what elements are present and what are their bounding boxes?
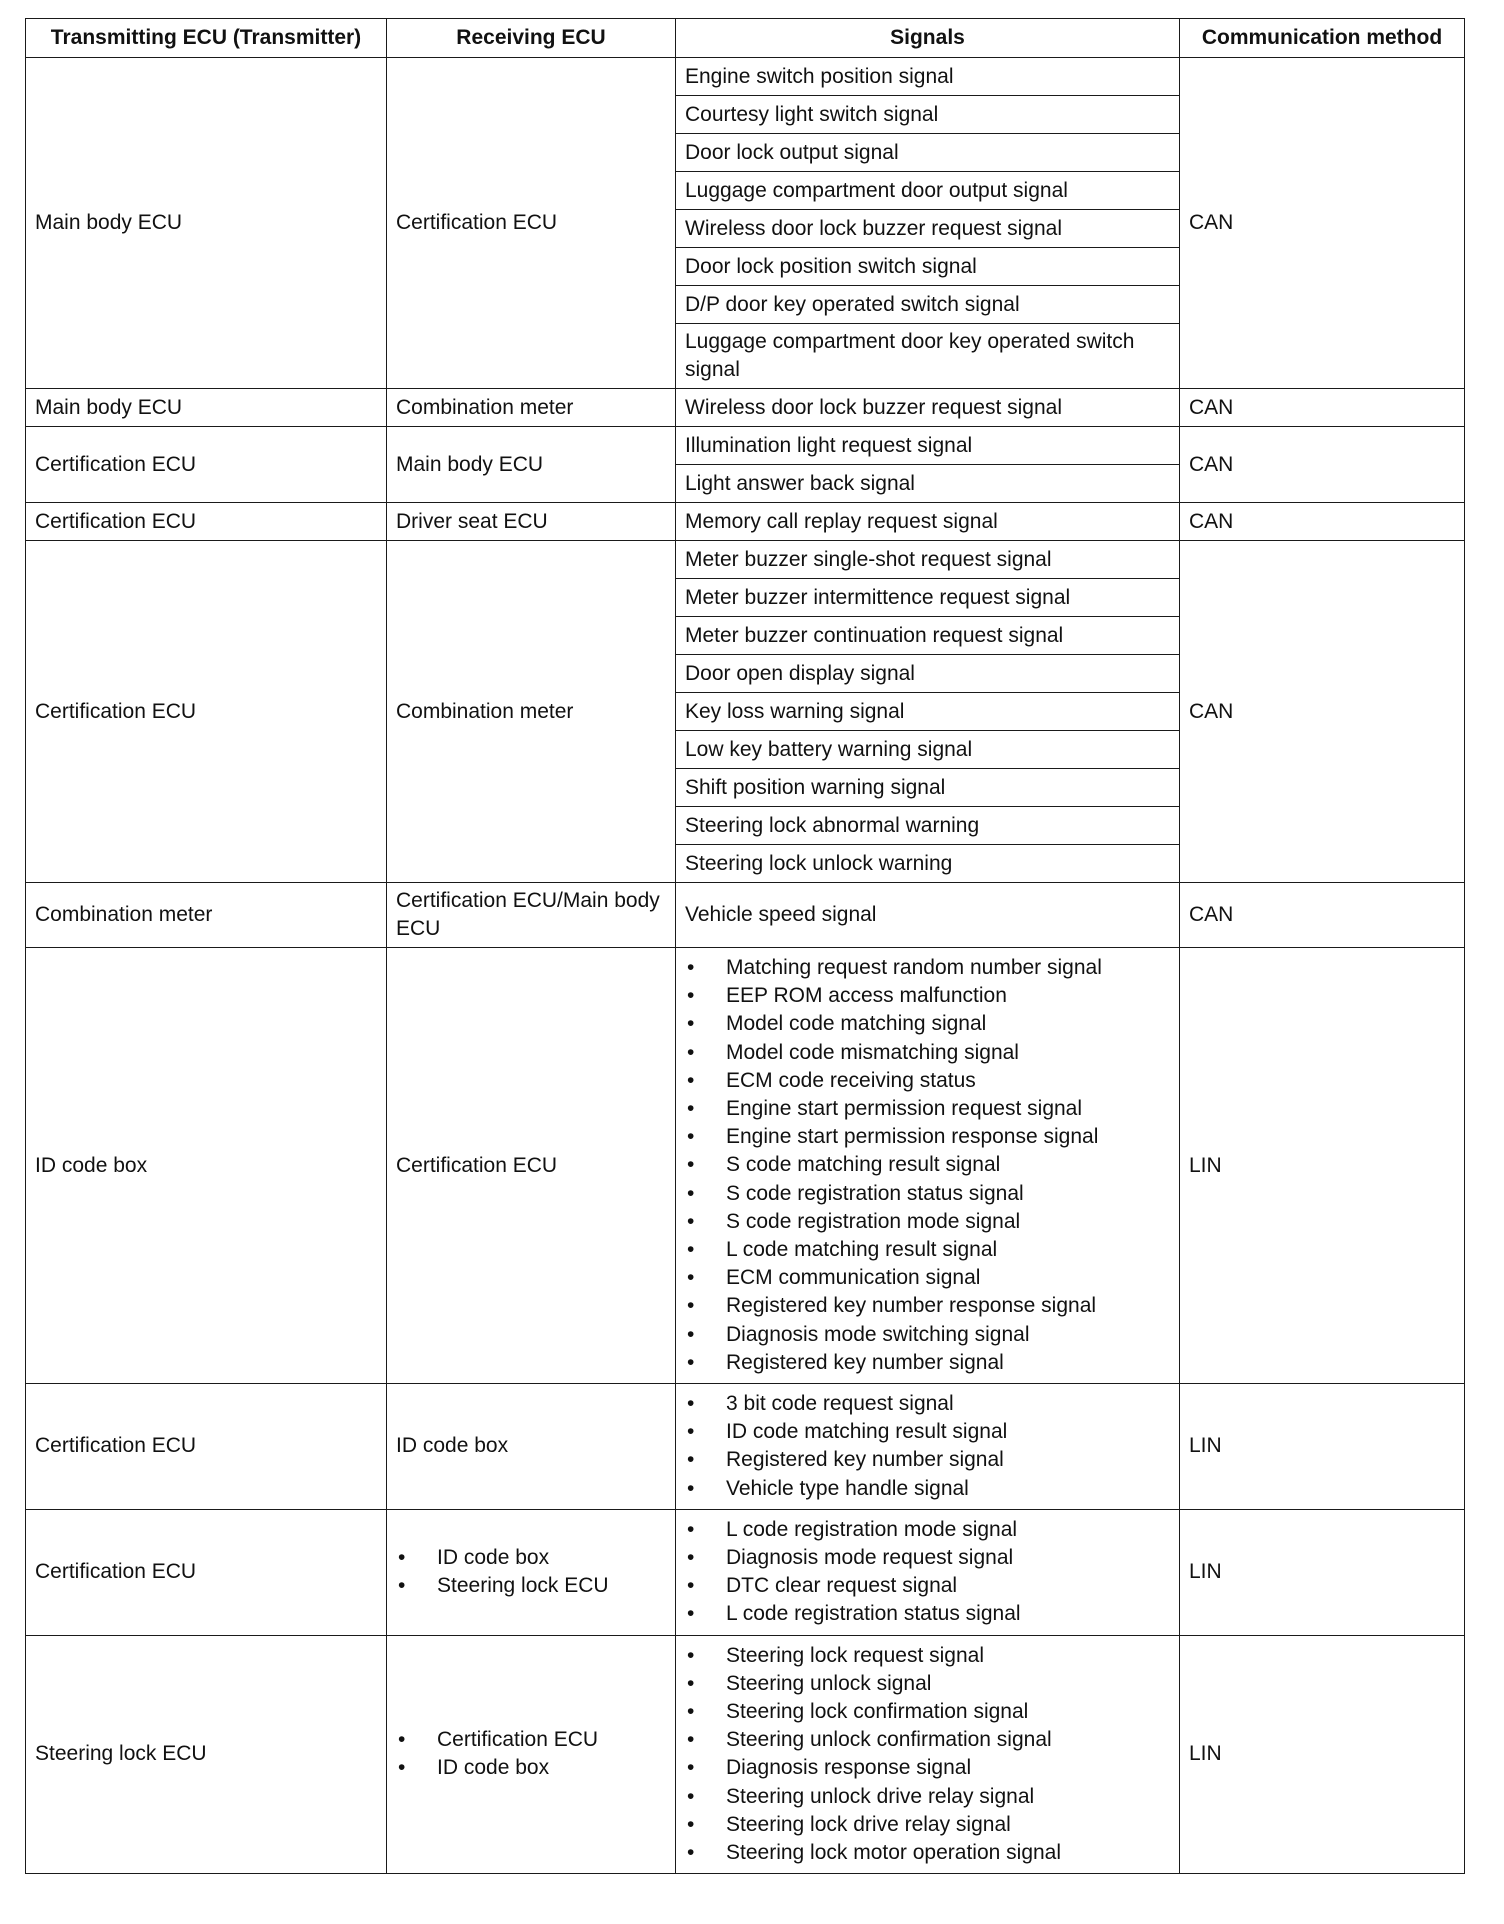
signal-list-cell: [676, 1509, 1180, 1635]
list-item: • Registered key number response signal: [685, 1292, 1170, 1320]
list-item: • ID code box: [396, 1754, 666, 1782]
signal-cell: Meter buzzer intermittence request signal: [676, 579, 1180, 617]
signal-list-cell: [676, 948, 1180, 1384]
list-item: • Steering lock drive relay signal: [685, 1811, 1170, 1839]
signal-cell: Vehicle speed signal: [676, 883, 1180, 948]
method-cell: CAN: [1180, 883, 1465, 948]
list-item: • Engine start permission response signal: [685, 1123, 1170, 1151]
receiver-list: [396, 1538, 666, 1606]
transmitter-cell: Certification ECU: [26, 503, 387, 541]
receiver-cell: ID code box: [387, 1384, 676, 1510]
table-row: [26, 948, 1465, 1384]
header-method: Communication method: [1180, 19, 1465, 58]
signal-cell: Meter buzzer continuation request signal: [676, 617, 1180, 655]
list-item: • 3 bit code request signal: [685, 1390, 1170, 1418]
list-item: • Steering lock confirmation signal: [685, 1698, 1170, 1726]
receiver-cell: Combination meter: [387, 389, 676, 427]
list-item: • Steering unlock drive relay signal: [685, 1783, 1170, 1811]
signal-list-cell: [676, 1635, 1180, 1874]
list-item: • L code matching result signal: [685, 1236, 1170, 1264]
list-item: • Registered key number signal: [685, 1446, 1170, 1474]
table-row: [26, 1635, 1465, 1874]
list-item: • Steering unlock signal: [685, 1670, 1170, 1698]
transmitter-cell: Steering lock ECU: [26, 1635, 387, 1874]
signal-list: [685, 948, 1170, 1383]
signal-cell: Steering lock abnormal warning: [676, 807, 1180, 845]
list-item: • L code registration mode signal: [685, 1516, 1170, 1544]
receiver-cell: Certification ECU/Main body ECU: [387, 883, 676, 948]
list-item: • Model code mismatching signal: [685, 1039, 1170, 1067]
list-item: • DTC clear request signal: [685, 1572, 1170, 1600]
list-item: • Vehicle type handle signal: [685, 1475, 1170, 1503]
receiver-list-cell: [387, 1635, 676, 1874]
signal-list: [685, 1636, 1170, 1874]
method-cell: CAN: [1180, 389, 1465, 427]
transmitter-cell: Combination meter: [26, 883, 387, 948]
method-cell: CAN: [1180, 541, 1465, 883]
list-item: • EEP ROM access malfunction: [685, 982, 1170, 1010]
transmitter-cell: Main body ECU: [26, 389, 387, 427]
signal-cell: Meter buzzer single-shot request signal: [676, 541, 1180, 579]
method-cell: CAN: [1180, 58, 1465, 389]
receiver-list: [396, 1720, 666, 1788]
table-row: [26, 883, 1465, 948]
method-cell: CAN: [1180, 503, 1465, 541]
signal-cell: Steering lock unlock warning: [676, 845, 1180, 883]
signal-cell: Door lock output signal: [676, 134, 1180, 172]
signal-cell: Door lock position switch signal: [676, 248, 1180, 286]
table-row: [26, 1384, 1465, 1510]
header-row: [26, 19, 1465, 58]
list-item: • ECM communication signal: [685, 1264, 1170, 1292]
list-item: • Steering lock ECU: [396, 1572, 666, 1600]
transmitter-cell: Certification ECU: [26, 541, 387, 883]
transmitter-cell: Certification ECU: [26, 427, 387, 503]
signal-cell: Low key battery warning signal: [676, 731, 1180, 769]
receiver-cell: Combination meter: [387, 541, 676, 883]
method-cell: CAN: [1180, 427, 1465, 503]
list-item: • S code registration mode signal: [685, 1208, 1170, 1236]
table-row: [26, 58, 1465, 96]
table-row: [26, 541, 1465, 579]
ecu-communication-table: [25, 18, 1465, 1874]
list-item: • Diagnosis mode switching signal: [685, 1321, 1170, 1349]
transmitter-cell: Certification ECU: [26, 1384, 387, 1510]
list-item: • Certification ECU: [396, 1726, 666, 1754]
list-item: • L code registration status signal: [685, 1600, 1170, 1628]
list-item: • Matching request random number signal: [685, 954, 1170, 982]
signal-cell: Door open display signal: [676, 655, 1180, 693]
list-item: • ECM code receiving status: [685, 1067, 1170, 1095]
list-item: • ID code box: [396, 1544, 666, 1572]
receiver-list-cell: [387, 1509, 676, 1635]
signal-list-cell: [676, 1384, 1180, 1510]
table-row: [26, 1509, 1465, 1635]
list-item: • S code registration status signal: [685, 1180, 1170, 1208]
list-item: • Diagnosis response signal: [685, 1754, 1170, 1782]
method-cell: LIN: [1180, 1635, 1465, 1874]
receiver-cell: Main body ECU: [387, 427, 676, 503]
signal-cell: Shift position warning signal: [676, 769, 1180, 807]
list-item: • ID code matching result signal: [685, 1418, 1170, 1446]
signal-cell: Luggage compartment door key operated switch signal: [676, 324, 1180, 389]
list-item: • Diagnosis mode request signal: [685, 1544, 1170, 1572]
signal-cell: Luggage compartment door output signal: [676, 172, 1180, 210]
receiver-cell: Certification ECU: [387, 58, 676, 389]
header-signals: Signals: [676, 19, 1180, 58]
receiver-cell: Certification ECU: [387, 948, 676, 1384]
header-transmitter: Transmitting ECU (Transmitter): [26, 19, 387, 58]
method-cell: LIN: [1180, 1509, 1465, 1635]
transmitter-cell: ID code box: [26, 948, 387, 1384]
method-cell: LIN: [1180, 948, 1465, 1384]
signal-cell: Key loss warning signal: [676, 693, 1180, 731]
list-item: • Steering lock request signal: [685, 1642, 1170, 1670]
method-cell: LIN: [1180, 1384, 1465, 1510]
table-row: [26, 389, 1465, 427]
table-row: [26, 427, 1465, 465]
signal-list: [685, 1384, 1170, 1509]
list-item: • Registered key number signal: [685, 1349, 1170, 1377]
signal-cell: Light answer back signal: [676, 465, 1180, 503]
list-item: • Steering unlock confirmation signal: [685, 1726, 1170, 1754]
signal-cell: Courtesy light switch signal: [676, 96, 1180, 134]
signal-cell: Engine switch position signal: [676, 58, 1180, 96]
header-receiver: Receiving ECU: [387, 19, 676, 58]
list-item: • Engine start permission request signal: [685, 1095, 1170, 1123]
table-row: [26, 503, 1465, 541]
transmitter-cell: Main body ECU: [26, 58, 387, 389]
receiver-cell: Driver seat ECU: [387, 503, 676, 541]
signal-cell: D/P door key operated switch signal: [676, 286, 1180, 324]
signal-cell: Memory call replay request signal: [676, 503, 1180, 541]
list-item: • Steering lock motor operation signal: [685, 1839, 1170, 1867]
transmitter-cell: Certification ECU: [26, 1509, 387, 1635]
list-item: • S code matching result signal: [685, 1151, 1170, 1179]
signal-cell: Illumination light request signal: [676, 427, 1180, 465]
signal-cell: Wireless door lock buzzer request signal: [676, 389, 1180, 427]
signal-list: [685, 1510, 1170, 1635]
list-item: • Model code matching signal: [685, 1010, 1170, 1038]
signal-cell: Wireless door lock buzzer request signal: [676, 210, 1180, 248]
